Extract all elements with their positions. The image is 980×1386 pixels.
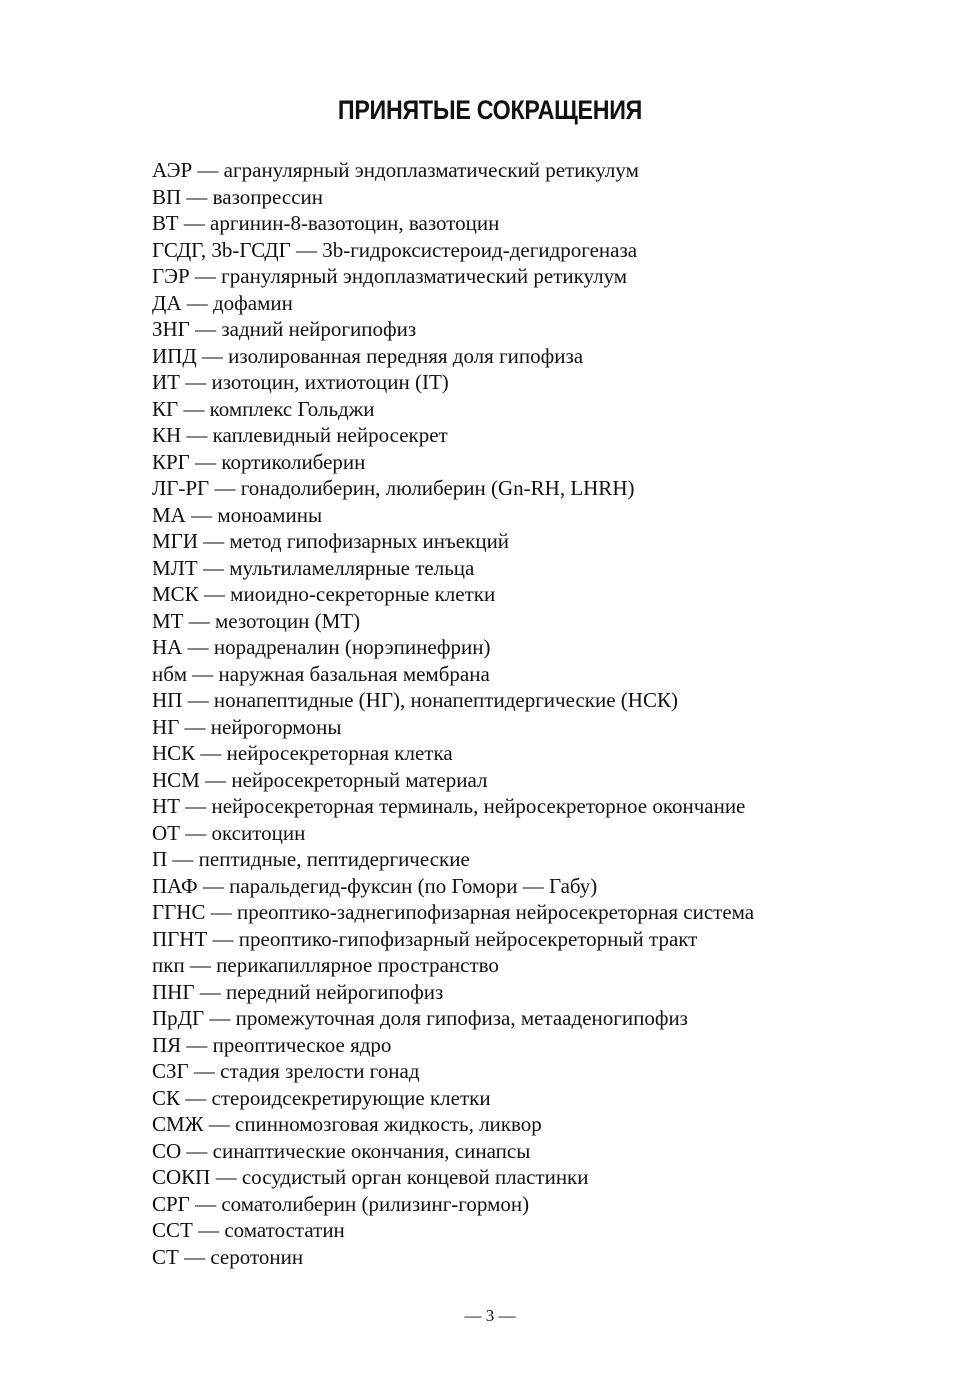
abbreviation-entry: СК — стероидсекретирующие клетки <box>152 1085 491 1110</box>
abbreviation-entry: ССТ — соматостатин <box>152 1218 345 1242</box>
abbreviation-entry: КРГ — кортиколиберин <box>152 449 366 474</box>
abbreviation-entry: ПАФ — паральдегид-фуксин (по Гомори — Габу) <box>152 873 598 898</box>
abbreviation-entry: ВП — вазопрессин <box>152 184 324 209</box>
abbreviation-entry: ПНГ — передний нейрогипофиз <box>152 979 444 1004</box>
abbreviation-entry: НП — нонапептидные (НГ), нонапептидергические (НСК) <box>152 688 678 712</box>
abbreviation-entry: МЛТ — мультиламеллярные тельца <box>152 555 475 580</box>
abbreviation-entry: МГИ — метод гипофизарных инъекций <box>152 529 510 553</box>
abbreviation-entry: ВТ — аргинин-8-вазотоцин, вазотоцин <box>152 211 500 235</box>
abbreviation-entry: НГ — нейрогормоны <box>152 714 342 739</box>
abbreviation-entry: нбм — наружная базальная мембрана <box>152 661 490 686</box>
abbreviation-entry: ПрДГ — промежуточная доля гипофиза, метааденогипофиз <box>152 1006 688 1030</box>
abbreviation-entry: пкп — перикапиллярное пространство <box>152 953 499 977</box>
abbreviation-entry: НСМ — нейросекреторный материал <box>152 767 488 792</box>
abbreviation-entry: КГ — комплекс Гольджи <box>152 396 375 421</box>
abbreviation-entry: ГГНС — преоптико-заднегипофизарная нейросекреторная система <box>152 900 755 924</box>
page-title: ПРИНЯТЫЕ СОКРАЩЕНИЯ <box>337 95 643 125</box>
abbreviation-entry: СТ — серотонин <box>152 1244 304 1269</box>
abbreviation-entry: НА — норадреналин (норэпинефрин) <box>152 635 491 659</box>
page-number: — 3 — <box>464 1306 516 1325</box>
abbreviation-list <box>152 157 754 1270</box>
abbreviation-entry: ПГНТ — преоптико-гипофизарный нейросекреторный тракт <box>152 926 698 951</box>
abbreviation-entry: КН — каплевидный нейросекрет <box>152 423 448 447</box>
abbreviation-entry: НСК — нейросекреторная клетка <box>152 741 453 765</box>
abbreviation-entry: ИТ — изотоцин, ихтиотоцин (IT) <box>152 370 449 394</box>
abbreviation-entry: ПЯ — преоптическое ядро <box>152 1032 392 1057</box>
abbreviation-entry: ДА — дофамин <box>152 290 293 315</box>
abbreviation-entry: ОТ — окситоцин <box>152 820 306 845</box>
abbreviation-entry: СО — синаптические окончания, синапсы <box>152 1138 531 1163</box>
abbreviation-entry: ИПД — изолированная передняя доля гипофиза <box>152 343 584 368</box>
abbreviation-entry: МСК — миоидно-секреторные клетки <box>152 582 496 606</box>
abbreviation-entry: МТ — мезотоцин (МТ) <box>152 608 361 633</box>
abbreviation-entry: НТ — нейросекреторная терминаль, нейросекреторное окончание <box>152 794 746 818</box>
abbreviation-entry: ЗНГ — задний нейрогипофиз <box>152 317 417 341</box>
abbreviation-entry: ГСДГ, 3b-ГСДГ — 3b-гидроксистероид-дегидрогеназа <box>152 237 638 262</box>
abbreviation-entry: ГЭР — гранулярный эндоплазматический ретикулум <box>152 264 628 288</box>
abbreviation-entry: ЛГ-РГ — гонадолиберин, люлиберин (Gn-RH, LHRH) <box>152 476 635 500</box>
abbreviation-entry: П — пептидные, пептидергические <box>152 847 470 871</box>
abbreviation-entry: СОКП — сосудистый орган концевой пластинки <box>152 1165 589 1189</box>
abbreviation-entry: СЗГ — стадия зрелости гонад <box>152 1059 420 1083</box>
abbreviation-entry: МА — моноамины <box>152 502 323 527</box>
abbreviation-entry: СМЖ — спинномозговая жидкость, ликвор <box>152 1112 542 1136</box>
abbreviation-entry: СРГ — соматолиберин (рилизинг-гормон) <box>152 1191 530 1216</box>
abbreviation-entry: АЭР — агранулярный эндоплазматический ретикулум <box>152 158 639 182</box>
